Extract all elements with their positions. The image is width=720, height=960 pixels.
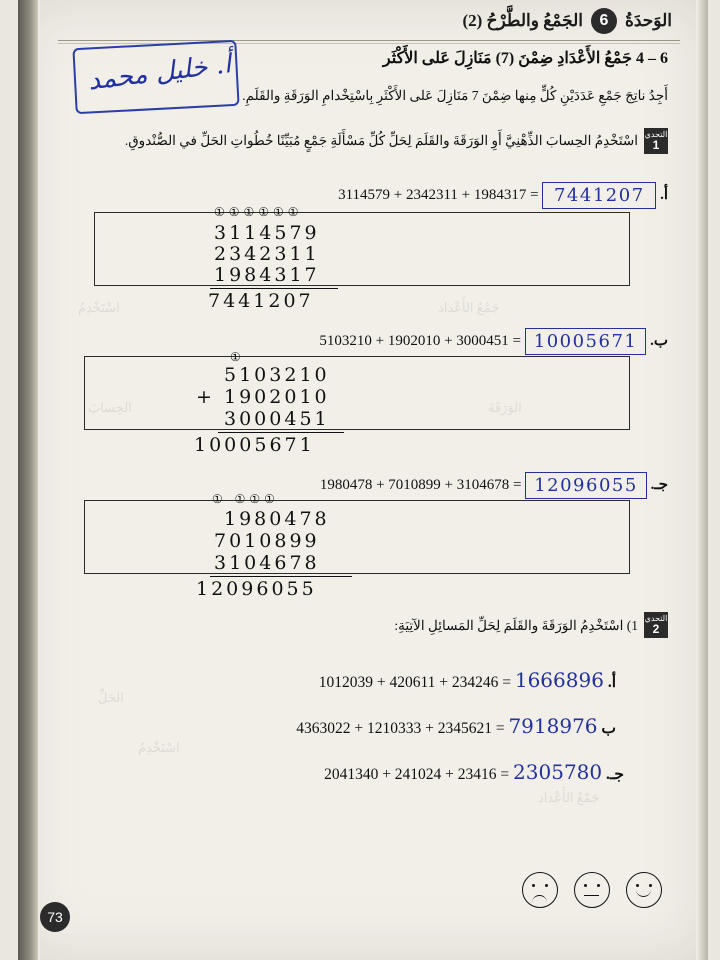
header-divider [58,40,680,41]
problem-1b-answer-box[interactable] [525,328,647,355]
activity-1-tag-label: التحدي [644,130,668,139]
problem-1a-line [338,182,668,209]
eye-left [584,884,587,887]
self-assessment-row [522,872,662,908]
eye-left [532,884,535,887]
problem-2b-answer: 7918976 [508,714,598,738]
showthrough-text: الحِسابَ [88,400,132,415]
teacher-signature-box [72,40,239,114]
mouth [532,895,547,903]
problem-1a-label: أ. [660,186,668,203]
problem-2a-expression: 1012039 + 420611 + 234246 = [318,674,511,691]
problem-2b-label: ب [601,720,616,737]
mouth [636,889,651,897]
showthrough-text: جَمْعُ الأَعْداد [438,300,500,315]
activity-1-tag [644,128,668,154]
problem-1b-expression: 5103210 + 1902010 + 3000451 = [319,332,521,349]
problem-1a-work-box[interactable] [94,212,630,286]
happy-face-icon[interactable] [626,872,662,908]
sad-face-icon[interactable] [522,872,558,908]
problem-1b-carries: ① [230,350,245,364]
problem-1b-label: ب. [650,332,668,349]
unit-title: الجَمْعُ والطَّرْحُ (2) [462,11,583,30]
problem-1c-addend: 7010899 [214,530,320,552]
showthrough-text: اسْتَخْدِمُ [138,740,180,755]
problem-2b-expression: 4363022 + 1210333 + 2345621 = [296,720,505,737]
problem-1b-addend: 3000451 [224,408,330,430]
problem-1a-expression: 3114579 + 2342311 + 1984317 = [338,186,539,203]
problem-1a-addend: 3114579 [214,222,320,244]
activity-2-tag-label: التحدي [644,614,668,623]
eye-right [545,884,548,887]
lesson-title: 6 – 4 جَمْعُ الأَعْدَادِ ضِمْنَ (7) مَنَازِلَ عَلى الأَكْثَر [382,50,668,67]
eye-right [597,884,600,887]
unit-number-badge: 6 [591,8,617,34]
lesson-goal: أَجِدُ ناتِجَ جَمْعِ عَدَدَيْنِ كُلٍّ مِنها ضِمْنَ 7 مَنَازِلَ عَلى الأَكْثَرِ بِاسْتِخْدامِ الوَرَقَةِ والقَلَمِ. [242,88,668,103]
problem-1c-carries: ① ①①① [212,492,279,506]
problem-1b-line [319,328,668,355]
problem-1a-addend: 2342311 [214,243,320,265]
problem-1c-work-box[interactable] [84,500,630,574]
neutral-face-icon[interactable] [574,872,610,908]
showthrough-text: الوَرَقَةَ [488,400,522,415]
problem-1b-sum: 10005671 [194,434,315,456]
showthrough-text: جَمْعُ الأَعْداد [538,790,600,805]
showthrough-text: اسْتَخْدِمُ [78,300,120,315]
problem-1a-answer: 7441207 [553,185,645,206]
eye-right [649,884,652,887]
problem-1c-addend: 3104678 [214,552,320,574]
problem-1c-addend: 1980478 [224,508,330,530]
unit-label: الوَحدَةُ [624,11,672,30]
problem-2c-line [324,760,624,784]
problem-1c-sum: 12096055 [196,578,317,600]
unit-header [462,8,672,34]
problem-1c-answer-box[interactable] [525,472,647,499]
teacher-signature-text: أ. خليل محمد [86,49,233,97]
problem-1a-answer-box[interactable] [542,182,656,209]
activity-2-tag-number: 2 [652,622,660,637]
paper-sheet [18,0,708,960]
problem-1a-sum: 7441207 [208,290,314,312]
activity-2-instruction: 1) اسْتَخْدِمُ الوَرَقَةَ والقَلَمَ لِحَلِّ المَسائِلِ الآتِيَةِ: [394,618,638,633]
problem-1a-addend: 1984317 [214,264,320,286]
problem-1a-carries: ①①①①①① [214,205,303,219]
problem-2a-answer: 1666896 [514,668,604,692]
book-spine [18,0,38,960]
problem-1c-label: جـ. [650,476,668,493]
problem-1b-plus-sign: + [196,386,215,408]
activity-2-tag [644,612,668,638]
page-number-badge: 73 [40,902,70,932]
mouth [584,895,599,896]
showthrough-text: الحَلِّ [98,690,124,705]
problem-2b-line [296,714,616,738]
problem-2c-answer: 2305780 [513,760,603,784]
problem-2c-expression: 2041340 + 241024 + 23416 = [324,766,510,783]
problem-1b-answer: 10005671 [533,331,638,352]
eye-left [636,884,639,887]
activity-1-instruction: اسْتَخْدِمُ الحِسابَ الذِّهْنِيَّ أَوِ الوَرَقَةَ والقَلَمَ لِحَلِّ كُلِّ مَسْأَلَةِ جَمْعٍ مُبَيِّنًا خُطُواتِ الحَلِّ في الصُّنْدوقِ. [124,133,638,148]
activity-1-tag-number: 1 [652,138,660,153]
problem-1c-line [320,472,668,499]
problem-2c-label: جـ. [606,766,624,783]
problem-1c-answer: 12096055 [534,475,638,496]
problem-1b-addend: 1902010 [224,386,330,408]
problem-2a-line [319,668,616,692]
page-edge [696,0,708,960]
problem-1b-work-box[interactable] [84,356,630,430]
problem-1b-addend: 5103210 [224,364,330,386]
problem-2a-label: أ. [607,674,616,691]
problem-1c-expression: 1980478 + 7010899 + 3104678 = [319,476,522,493]
